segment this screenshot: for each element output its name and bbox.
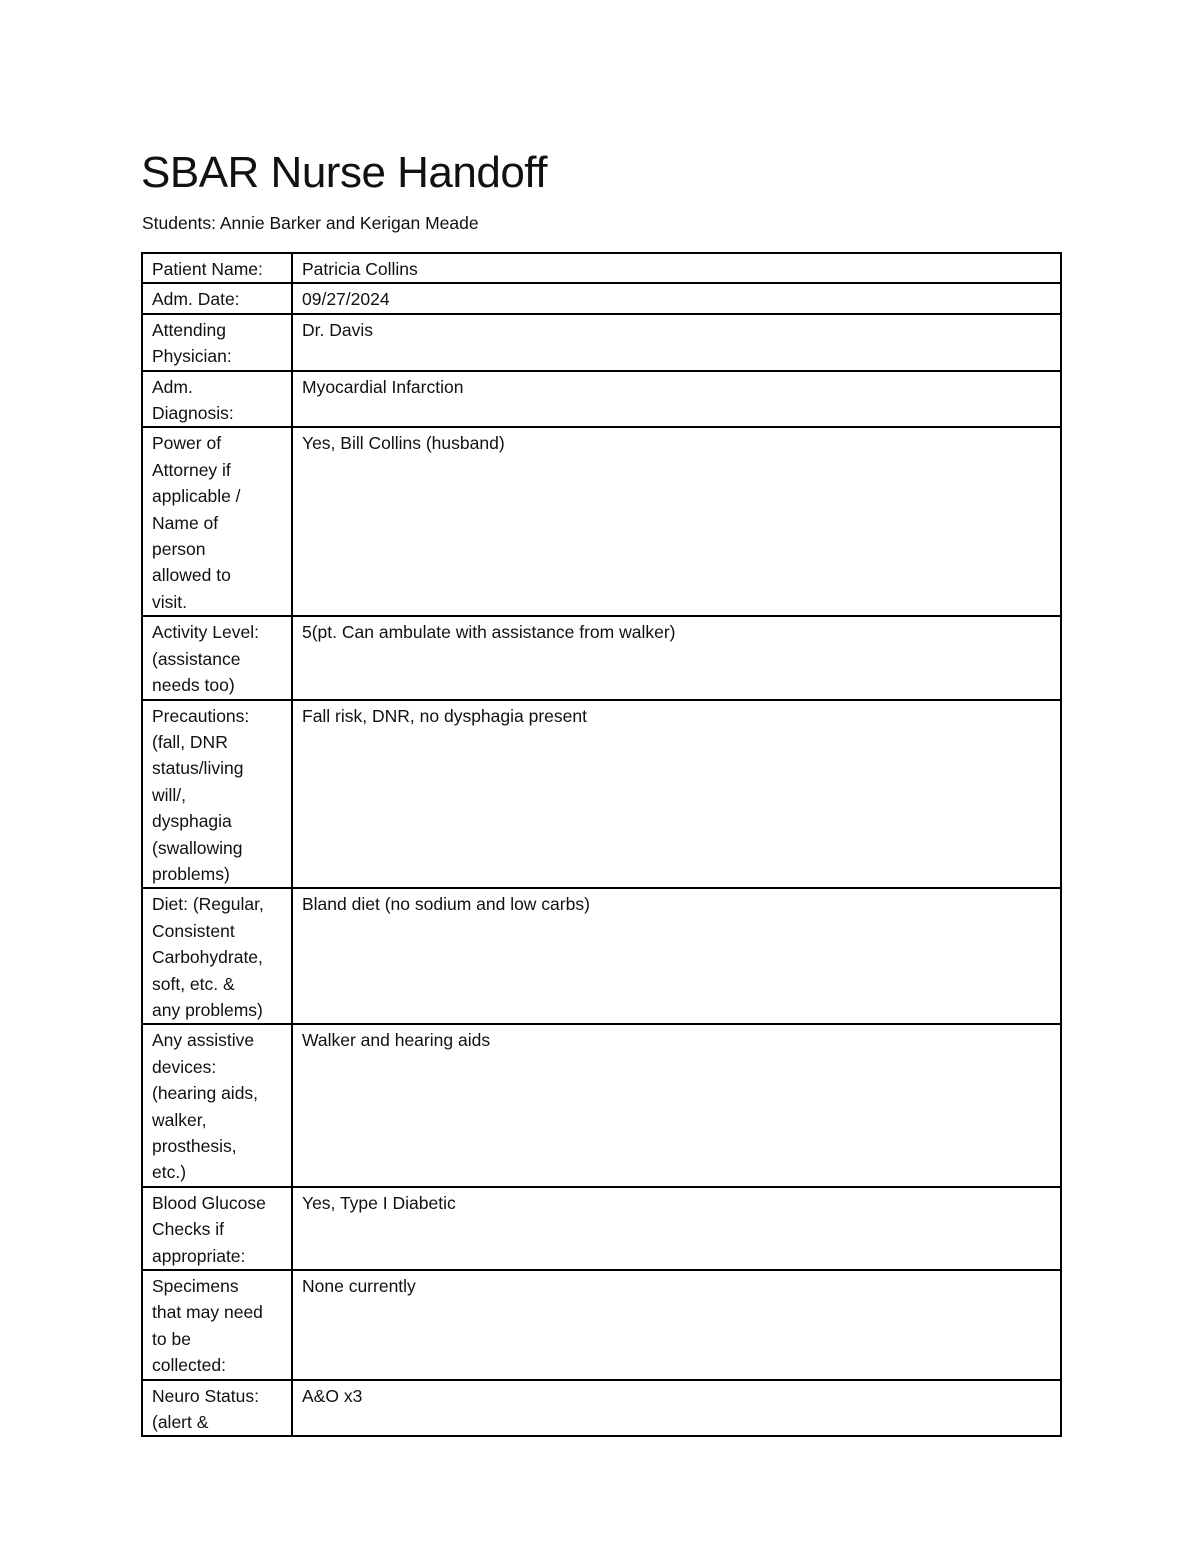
row-value: Patricia Collins [292,253,1061,283]
row-label: Diet: (Regular, Consistent Carbohydrate, soft, etc. & any problems) [142,888,292,1024]
row-label: Adm. Date: [142,283,292,313]
row-value: Dr. Davis [292,314,1061,371]
row-value: Myocardial Infarction [292,371,1061,428]
table-row [142,427,1061,616]
row-label: Adm. Diagnosis: [142,371,292,428]
row-label: Attending Physician: [142,314,292,371]
row-label: Activity Level: (assistance needs too) [142,616,292,699]
students-line: Students: Annie Barker and Kerigan Meade [142,213,479,233]
table-row [142,888,1061,1024]
row-value: A&O x3 [292,1380,1061,1437]
row-label: Neuro Status: (alert & [142,1380,292,1437]
handoff-table [141,252,1062,1437]
row-label: Any assistive devices: (hearing aids, walker, prosthesis, etc.) [142,1024,292,1186]
table-row [142,1270,1061,1380]
table-row [142,1187,1061,1270]
row-value: Fall risk, DNR, no dysphagia present [292,700,1061,889]
table-row [142,371,1061,428]
row-value: None currently [292,1270,1061,1380]
row-value: Yes, Bill Collins (husband) [292,427,1061,616]
table-row [142,283,1061,313]
table-row [142,1380,1061,1437]
row-value: Walker and hearing aids [292,1024,1061,1186]
table-row [142,700,1061,889]
row-label: Specimens that may need to be collected: [142,1270,292,1380]
row-label: Power of Attorney if applicable / Name of person allowed to visit. [142,427,292,616]
row-value: 09/27/2024 [292,283,1061,313]
row-value: Yes, Type I Diabetic [292,1187,1061,1270]
page-title: SBAR Nurse Handoff [141,148,547,197]
row-value: Bland diet (no sodium and low carbs) [292,888,1061,1024]
row-label: Patient Name: [142,253,292,283]
row-label: Precautions: (fall, DNR status/living will/, dysphagia (swallowing problems) [142,700,292,889]
row-label: Blood Glucose Checks if appropriate: [142,1187,292,1270]
table-row [142,1024,1061,1186]
table-row [142,616,1061,699]
row-value: 5(pt. Can ambulate with assistance from walker) [292,616,1061,699]
table-row [142,253,1061,283]
table-row [142,314,1061,371]
